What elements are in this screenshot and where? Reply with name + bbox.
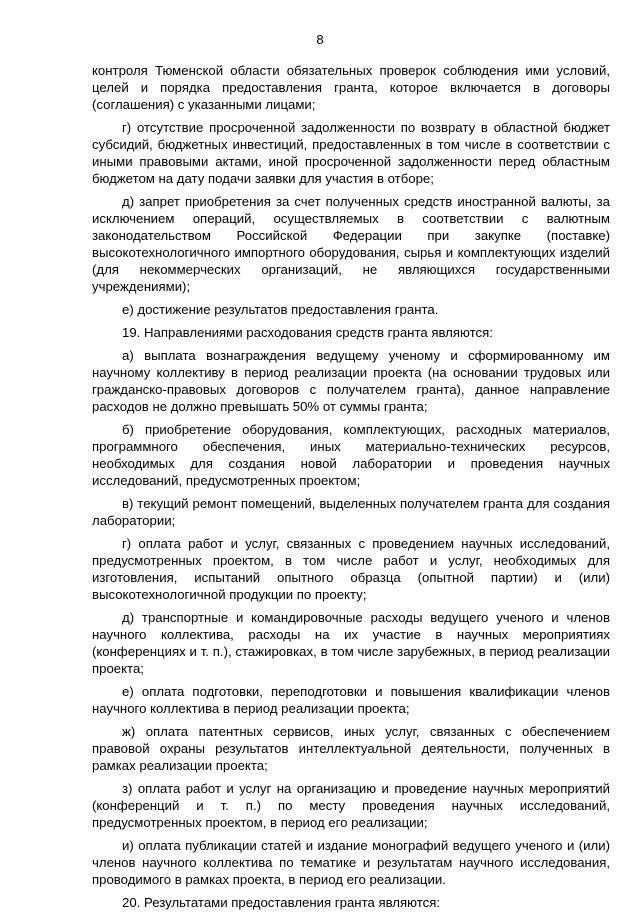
paragraph-item-d-travel: д) транспортные и командировочные расходы ведущего ученого и членов научного коллектива, расходы на их участие в научных мероприятиях (конференциях и т. п.), стажировках, в том числе зарубежных, в период реализации проекта; <box>92 610 610 676</box>
paragraph-item-z-events: з) оплата работ и услуг на организацию и проведение научных мероприятий (конференций и т. п.) по месту проведения научных исследований, предусмотренных проектом, в период его реализации; <box>92 781 610 830</box>
paragraph-item-g-debt: г) отсутствие просроченной задолженности по возврату в областной бюджет субсидий, бюджетных инвестиций, предоставленных в том числе в соответствии с иными правовыми актами, иной просроченной задолженности перед областным бюджетом на дату подачи заявки для участия в отборе; <box>92 120 610 186</box>
paragraph-item-i-publications: и) оплата публикации статей и издание монографий ведущего ученого и (или) членов научного коллектива по тематике и результатам научного исследования, проводимого в рамках проекта, в период его реализации. <box>92 838 610 887</box>
page-number: 8 <box>316 32 324 47</box>
paragraph-item-g-works: г) оплата работ и услуг, связанных с проведением научных исследований, предусмотренных проектом, в том числе работ и услуг, необходимых для изготовления, испытаний опытного образца (опытной партии) и (или) высокотехнологичной продукции по проекту; <box>92 536 610 602</box>
paragraph-item-b-equipment: б) приобретение оборудования, комплектующих, расходных материалов, программного обеспечения, иных материально-технических ресурсов, необходимых для создания новой лаборатории и проведения научных исследований, предусмотренных проектом; <box>92 422 610 488</box>
paragraph-continuation: контроля Тюменской области обязательных проверок соблюдения ими условий, целей и порядка предоставления гранта, которое включается в договоры (соглашения) с указанными лицами; <box>92 63 610 112</box>
paragraph-item-zh-patents: ж) оплата патентных сервисов, иных услуг, связанных с обеспечением правовой охраны результатов интеллектуальной деятельности, полученных в рамках реализации проекта; <box>92 724 610 773</box>
paragraph-item-e-training: е) оплата подготовки, переподготовки и повышения квалификации членов научного коллектива в период реализации проекта; <box>92 684 610 716</box>
paragraph-item-v-repair: в) текущий ремонт помещений, выделенных получателем гранта для создания лаборатории; <box>92 496 610 528</box>
paragraph-section-19: 19. Направлениями расходования средств гранта являются: <box>122 325 493 340</box>
document-body <box>92 62 610 917</box>
paragraph-item-e-results: е) достижение результатов предоставления гранта. <box>122 302 439 317</box>
paragraph-item-a-remuneration: а) выплата вознаграждения ведущему ученому и сформированному им научному коллективу в период реализации проекта (на основании трудовых или гражданско-правовых договоров с получателем гранта), данное направление расходов не должно превышать 50% от суммы гранта; <box>92 348 610 414</box>
paragraph-item-d-currency: д) запрет приобретения за счет полученных средств иностранной валюты, за исключением операций, осуществляемых в соответствии с валютным законодательством Российской Федерации при закупке (поставке) высокотехнологичного импортного оборудования, сырья и комплектующих изделий (для некоммерческих организаций, не являющихся государственными учреждениями); <box>92 194 610 294</box>
paragraph-section-20: 20. Результатами предоставления гранта являются: <box>122 895 441 910</box>
